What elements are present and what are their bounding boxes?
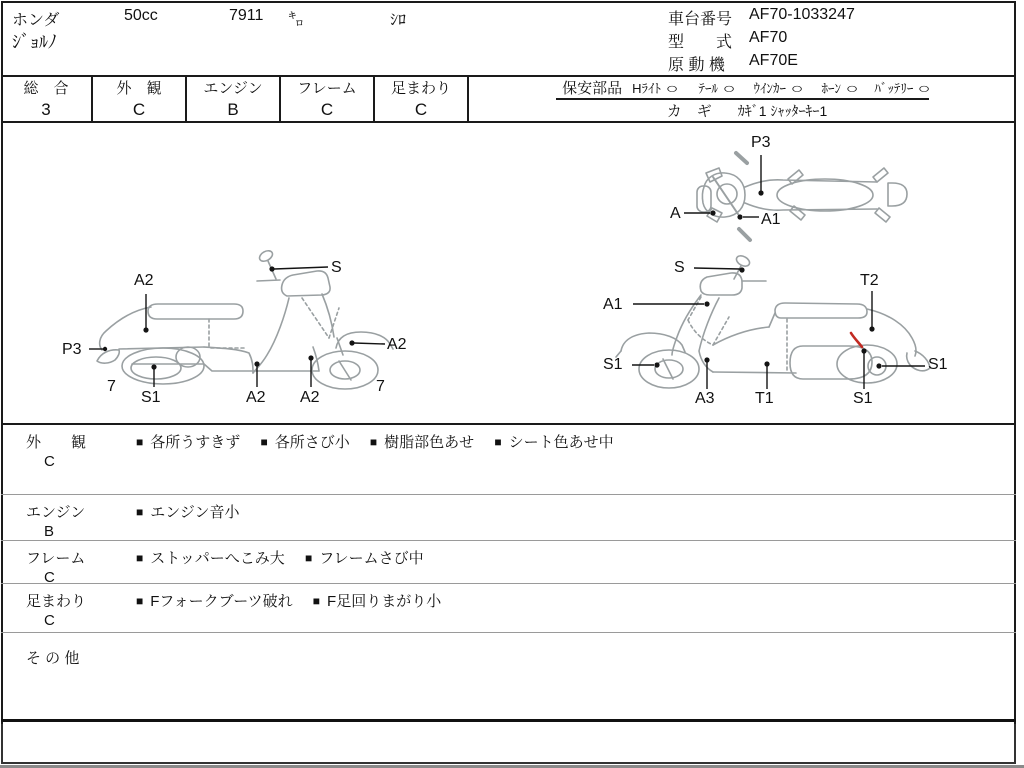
rating-strip <box>1 75 1016 123</box>
damage-code-s1-rear-hub: S1 <box>853 390 873 407</box>
rating-value: 3 <box>41 99 51 119</box>
rating-value: B <box>227 99 239 119</box>
section-items <box>136 501 256 522</box>
damage-code-7-front-wheel: 7 <box>376 378 385 395</box>
chassis-number-value: AF70-1033247 <box>749 6 855 23</box>
rating-engine <box>187 77 281 121</box>
bottom-divider <box>1 719 1016 722</box>
damage-code-s1-rear-wheel: S1 <box>141 389 161 406</box>
headlight-ok-mark: ○ <box>665 79 679 96</box>
damage-code-a1-legshield: A1 <box>603 296 623 313</box>
bullet-icon: ■ <box>312 594 321 608</box>
mileage-value: 7911 <box>229 7 264 24</box>
damage-code-s-mirror-right: S <box>674 259 685 276</box>
section-grade: B <box>44 523 55 540</box>
section-grade: C <box>44 453 55 470</box>
safety-parts-row <box>556 77 932 100</box>
section-label: エンジン <box>26 504 86 521</box>
section-label: 外 観 <box>26 434 87 451</box>
bullet-icon: ■ <box>494 435 502 449</box>
section-items <box>136 547 440 568</box>
model-code-label: 型 式 <box>668 34 733 51</box>
damage-code-a1-handlebar: A1 <box>761 211 781 228</box>
damage-code-s1-front-wheel: S1 <box>603 356 623 373</box>
model-name: ｼﾞｮﾙﾉ <box>12 32 57 52</box>
damage-code-t1-floor: T1 <box>755 390 774 407</box>
body-color: ｼﾛ <box>390 12 407 29</box>
damage-code-a2-front-fender: A2 <box>387 336 407 353</box>
model-code-value: AF70 <box>749 29 788 46</box>
damage-code-s1-rear-side: S1 <box>928 356 948 373</box>
damage-code-a2-rear-top: A2 <box>134 272 154 289</box>
taillight-label: ﾃｰﾙ <box>698 81 718 96</box>
damage-code-7-rear-wheel: 7 <box>107 378 116 395</box>
section-undercarriage <box>1 583 1016 632</box>
horn-label: ﾎｰﾝ <box>821 81 841 96</box>
rating-label: フレーム <box>297 79 357 97</box>
condition-note: シート色あせ中 <box>508 434 614 451</box>
condition-note: 樹脂部色あせ <box>384 434 475 451</box>
section-items <box>136 590 457 611</box>
rating-label: 総 合 <box>23 79 69 97</box>
displacement: 50cc <box>124 7 158 24</box>
section-other <box>1 632 1016 719</box>
engine-code-value: AF70E <box>749 52 798 69</box>
bullet-icon: ■ <box>136 505 144 519</box>
section-exterior <box>1 423 1016 494</box>
safety-parts-title: 保安部品 <box>562 80 623 97</box>
damage-code-t2-rear-body: T2 <box>860 272 879 289</box>
section-label: 足まわり <box>26 593 87 610</box>
section-frame <box>1 540 1016 586</box>
bullet-icon: ■ <box>136 594 144 608</box>
damage-diagram-zone <box>1 123 1016 423</box>
condition-note: 各所うすきず <box>150 434 241 451</box>
rating-exterior <box>93 77 187 121</box>
bullet-icon: ■ <box>369 435 378 449</box>
damage-code-a-grip: A <box>670 205 681 222</box>
rating-frame <box>281 77 375 121</box>
damage-code-a2-floor: A2 <box>246 389 266 406</box>
section-engine <box>1 494 1016 540</box>
section-label: フレーム <box>26 550 86 567</box>
bullet-icon: ■ <box>136 551 144 565</box>
rating-label: エンジン <box>203 79 263 97</box>
damage-code-p3-rear-fender: P3 <box>62 341 82 358</box>
damage-code-p3-topview: P3 <box>751 134 771 151</box>
rating-label: 外 観 <box>116 79 162 97</box>
rating-undercarriage <box>375 77 469 121</box>
maker-name: ホンダ <box>12 12 60 29</box>
winker-ok-mark: ○ <box>790 79 804 96</box>
rating-value: C <box>132 99 146 119</box>
engine-code-label: 原 動 機 <box>668 57 725 74</box>
condition-note: エンジン音小 <box>150 504 240 521</box>
section-items <box>136 431 630 452</box>
battery-label: ﾊﾞｯﾃﾘｰ <box>874 81 914 96</box>
rating-label: 足まわり <box>390 79 451 97</box>
mileage-unit: ㌔ <box>288 12 305 29</box>
rating-overall <box>1 77 93 121</box>
winker-label: ｳｲﾝｶｰ <box>753 81 786 96</box>
bottom-empty-box <box>1 724 1016 764</box>
condition-note: Fフォークブーツ破れ <box>150 593 293 610</box>
rating-value: C <box>320 99 334 119</box>
rating-value: C <box>414 99 428 119</box>
safety-parts-box <box>469 77 1016 121</box>
key-row <box>658 100 827 121</box>
bullet-icon: ■ <box>304 551 313 565</box>
taillight-ok-mark: ○ <box>722 79 736 96</box>
battery-ok-mark: ○ <box>918 79 932 96</box>
section-grade: C <box>44 612 55 629</box>
damage-code-s-mirror: S <box>331 259 342 276</box>
condition-note: F足回りまがり小 <box>327 593 442 610</box>
chassis-number-label: 車台番号 <box>668 11 733 28</box>
damage-code-a3-lower-apron: A3 <box>695 390 715 407</box>
bullet-icon: ■ <box>260 435 268 449</box>
key-label: カ ギ <box>666 103 712 120</box>
damage-code-a2-lower-front: A2 <box>300 389 320 406</box>
key-value: ｶｷﾞ1 ｼｬｯﾀｰｷｰ1 <box>737 102 828 119</box>
headlight-label: Hﾗｲﾄ <box>632 81 662 96</box>
section-label: そ の 他 <box>26 650 80 667</box>
condition-note: フレームさび中 <box>319 550 424 567</box>
condition-note: ストッパーへこみ大 <box>150 550 285 567</box>
red-damage-mark <box>851 333 862 347</box>
section-grade: C <box>44 569 55 586</box>
condition-note: 各所さび小 <box>274 434 350 451</box>
horn-ok-mark: ○ <box>845 79 859 96</box>
bullet-icon: ■ <box>136 435 144 449</box>
